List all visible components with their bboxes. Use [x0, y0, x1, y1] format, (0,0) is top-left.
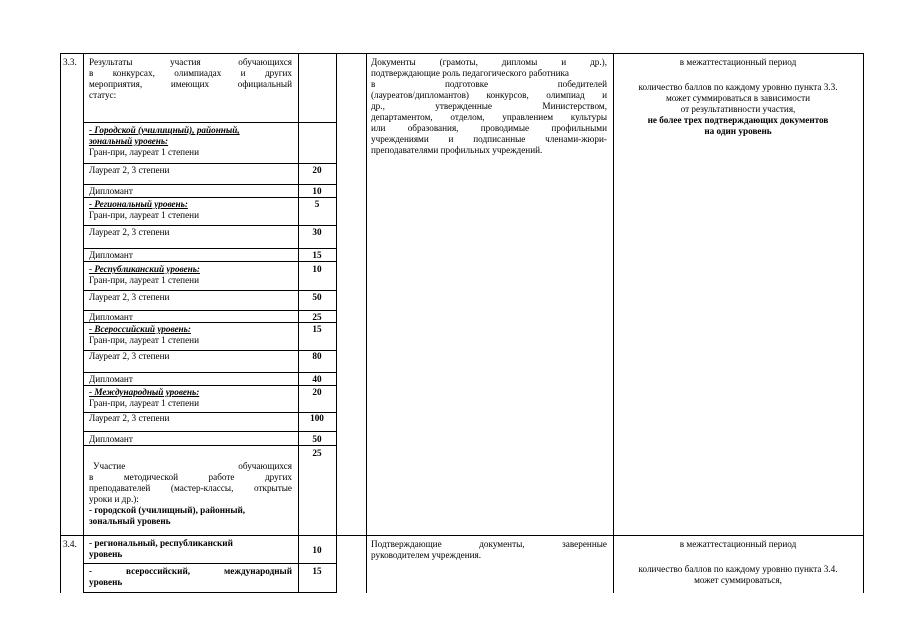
notes-line: количество баллов по каждому уровню пункта 3.4. [638, 564, 838, 574]
level-heading-line: - Международный уровень: [89, 387, 200, 397]
diploma-points: 50 [312, 434, 322, 444]
notes-line: может суммироваться, [694, 575, 782, 585]
criterion-title-line: мероприятия, имеющих официальный [89, 79, 292, 89]
grand-prix-points: 15 [312, 324, 322, 334]
diploma-label: Дипломант [89, 186, 133, 196]
notes-text [616, 82, 860, 137]
criterion-row [89, 566, 292, 588]
documents-text [371, 539, 607, 561]
grand-prix-points: 20 [312, 387, 322, 397]
criterion-title-line: Результаты участия обучающихся [89, 57, 292, 67]
criterion-title-line: в конкурсах, олимпиадах и других [89, 68, 292, 78]
documents-line: департаментом, отделом, управлением культуры [371, 112, 607, 122]
laureate-label: Лауреат 2, 3 степени [89, 351, 170, 361]
level-heading-line: - Городской (училищный), районный, [89, 125, 240, 135]
criterion-row-line: уровень [89, 549, 123, 559]
grand-prix-label: Гран-при, лауреат 1 степени [89, 398, 200, 408]
participation-line: Участие обучающихся [93, 461, 292, 471]
grand-prix-label: Гран-при, лауреат 1 степени [89, 147, 200, 157]
notes-limit-line: не более трех подтверждающих документов [647, 115, 829, 125]
diploma-points: 10 [312, 186, 322, 196]
participation-points: 25 [312, 448, 322, 458]
notes-line: от результативности участия, [680, 104, 796, 114]
level-international-heading [89, 387, 295, 409]
laureate-points: 20 [312, 165, 322, 175]
level-national-heading [89, 324, 295, 346]
documents-line: подтверждающие роль педагогического работника [371, 68, 569, 78]
laureate-points: 100 [310, 413, 324, 423]
notes-line: количество баллов по каждому уровню пункта 3.3. [638, 82, 838, 92]
documents-line: др., утвержденные Министерством, [371, 101, 607, 111]
notes-line: может суммироваться в зависимости [665, 93, 811, 103]
level-heading-line: - Всероссийский уровень: [89, 324, 191, 334]
participation-line: в методической работе других [89, 472, 292, 482]
documents-line: или образования, проводимые профильными [371, 123, 607, 133]
criterion-row-line: уровень [89, 577, 123, 587]
grand-prix-label: Гран-при, лауреат 1 степени [89, 210, 200, 220]
diploma-points: 15 [312, 250, 322, 260]
level-republic-heading [89, 264, 295, 286]
documents-line: руководителем учреждения. [371, 550, 482, 560]
criterion-row-points: 10 [312, 545, 322, 555]
documents-line: в подготовке победителей [371, 79, 607, 89]
section-number: 3.4. [63, 539, 77, 549]
laureate-label: Лауреат 2, 3 степени [89, 413, 170, 423]
participation-line: преподавателей (мастер-классы, открытые [89, 483, 292, 493]
notes-text [616, 564, 860, 586]
participation-line: уроки и др.): [89, 494, 139, 504]
diploma-label: Дипломант [89, 250, 133, 260]
level-regional-heading [89, 199, 295, 221]
grand-prix-points: 10 [312, 264, 322, 274]
participation-block [89, 461, 292, 527]
notes-period: в межаттестационный период [679, 57, 797, 67]
laureate-label: Лауреат 2, 3 степени [89, 165, 170, 175]
participation-level-line: зональный уровень [89, 516, 171, 526]
notes-limit-line: на один уровень [704, 126, 772, 136]
section-number: 3.3. [63, 57, 77, 67]
criterion-row-line: - всероссийский, международный [89, 566, 292, 576]
criterion-title-line: статус: [89, 90, 117, 100]
notes-period: в межаттестационный период [679, 539, 797, 549]
level-city-heading [89, 125, 295, 158]
documents-line: (лауреатов/дипломантов) конкурсов, олимпиад и [371, 90, 607, 100]
laureate-points: 50 [312, 292, 322, 302]
criterion-row-line: - региональный, республиканский [89, 538, 233, 548]
laureate-points: 30 [312, 227, 322, 237]
laureate-points: 80 [312, 351, 322, 361]
criterion-row [89, 538, 295, 560]
diploma-points: 25 [312, 312, 322, 322]
documents-line: Подтверждающие документы, заверенные [371, 539, 607, 549]
documents-text [371, 57, 607, 156]
level-heading-line: - Республиканский уровень: [89, 264, 200, 274]
criterion-row-points: 15 [312, 566, 322, 576]
laureate-label: Лауреат 2, 3 степени [89, 227, 170, 237]
diploma-label: Дипломант [89, 374, 133, 384]
participation-level-line: - городской (училищный), районный, [89, 505, 246, 515]
laureate-label: Лауреат 2, 3 степени [89, 292, 170, 302]
diploma-label: Дипломант [89, 434, 133, 444]
documents-line: преподавателями профильных учреждений. [371, 145, 543, 155]
documents-line: Документы (грамоты, дипломы и др.), [371, 57, 607, 67]
level-heading-line: - Региональный уровень: [89, 199, 188, 209]
grand-prix-points: 5 [314, 199, 320, 209]
grand-prix-label: Гран-при, лауреат 1 степени [89, 275, 200, 285]
grand-prix-label: Гран-при, лауреат 1 степени [89, 335, 200, 345]
diploma-points: 40 [312, 374, 322, 384]
level-heading-line: зональный уровень: [89, 136, 169, 146]
diploma-label: Дипломант [89, 312, 133, 322]
criterion-title [89, 57, 292, 101]
documents-line: учреждениями и подписанные членами-жюри- [371, 134, 607, 144]
